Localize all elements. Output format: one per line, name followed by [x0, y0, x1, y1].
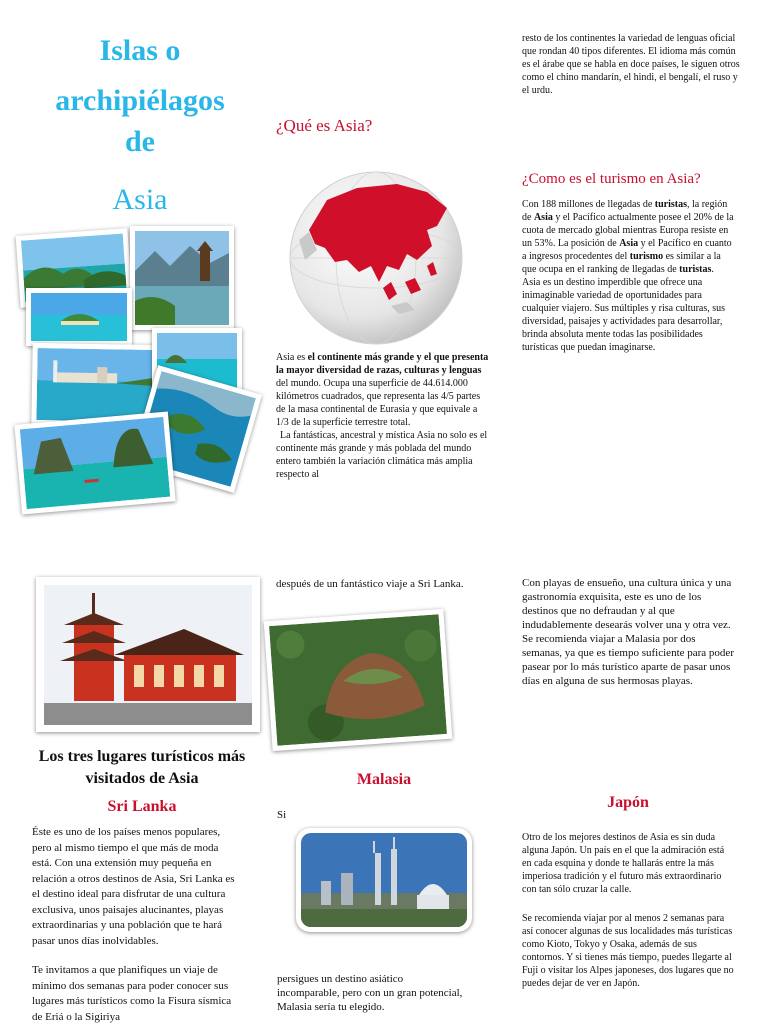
sri-lanka-continuation: después de un fantástico viaje a Sri Lanka.: [276, 578, 464, 590]
sri-lanka-text: Éste es uno de los países menos populares, pero al mismo tiempo el que más de moda está. Con una extensión muy pequeña en relación a otros destinos de Asia, Sri Lanka es el destino ideal para disfrutar de una cultura exclusiva, unos paisajes alucinantes, playas extraordinarias y una población que te hará pasar unos días inolvidables. Te invitamos a que planifiques un viaje de mínimo dos semanas para poder conocer sus lugares más turísticos como la Fisura sísmica de Eriá o la Sigiriya: [32, 826, 235, 1023]
malasia-heading: Malasia: [356, 771, 412, 788]
malasia-text: persigues un destino asiático incomparable, pero con un gran potencial, Malasia sería tu elegido.: [277, 973, 463, 1013]
sri-lanka-heading: Sri Lanka: [107, 798, 177, 815]
japanese-pagoda-photo: [36, 577, 260, 732]
malasia-continuation: Con playas de ensueño, una cultura única y una gastronomía exquisita, este es uno de los destinos que no defraudan y al que indudablemente desearás volver una y otra vez. Se recomienda viajar a Malasia por dos semanas, ya que es tiempo suficiente para poder pasear por lo más turístico aparte de pasar unos días en alguna de sus hermosas playas.: [522, 577, 734, 687]
temple-lake-photo: [130, 226, 234, 330]
malasia-si: Si: [277, 809, 287, 821]
que-es-asia-heading: ¿Qué es Asia?: [276, 116, 373, 135]
kuala-lumpur-photo: [296, 828, 472, 932]
turismo-text: Con 188 millones de llegadas de turistas, la región de Asia y el Pacífico actualmente posee el 20% de la cuota de mercado global mientras Europa resiste en un 53%. La posición de Asia y el Pacífico en cuanto a ingresos procedentes del turismo es similar a la que ocupa en el ranking de llegadas de turistas. Asia es un destino imperdible que ofrece una inimaginable variedad de oportunidades para cualquier viajero. Sus múltiples y risa culturas, sus diversidad, paisajes y actividades para desarrollar, brinda absoluta mente todas las posibilidades turísticas que puedan imaginarse.: [522, 199, 734, 353]
asia-globe-map: [287, 170, 465, 346]
cover-title-line2: archipiélagos: [55, 84, 225, 117]
lugares-heading: Los tres lugares turísticos más visitados de Asia: [38, 748, 246, 787]
que-es-asia-text: Asia es el continente más grande y el que presenta la mayor diversidad de razas, culturas y lenguas del mundo. Ocupa una superficie de 44.614.000 kilómetros cuadrados, que representa las 4/5 partes de la masa continental de Eurasia y que equivale a 1/3 de la superficie terrestre total. La fantásticas, ancestral y mística Asia no solo es el continente más grande y más poblada del mundo entero también la variación climática más amplia respecto al: [276, 352, 489, 480]
turismo-heading: ¿Como es el turismo en Asia?: [522, 171, 701, 187]
japon-heading: Japón: [607, 794, 649, 811]
beach-island-photo: [26, 288, 132, 346]
cover-title-line3: de: [125, 125, 155, 158]
cover-title-line4: Asia: [112, 183, 168, 216]
japon-text: Otro de los mejores destinos de Asia es sin duda alguna Japón. Un país en el que la admiración está en cada esquina y donde te hallarás entre la más imperiosa tradición y el futuro más extraordinario con tan sólo cruzar la calle. Se recomienda viajar por al menos 2 semanas para así conocer algunas de sus localidades más turísticas como Kioto, Tokyo y Osaka, además de sus contornos. Y si tienes más tiempo, puedes llegarte al Fuji o visitar los Alpes japoneses, dos lugares que no puedes dejar de ver en Japón.: [522, 832, 734, 989]
cover-title-line1: Islas o: [99, 34, 181, 67]
languages-continuation: resto de los continentes la variedad de lenguas oficial que rondan 40 tipos diferentes. El idioma más común es el árabe que se habla en doce países, le siguen otros como el chino mandarín, el hindi, el bengalí, el ruso y el urdu.: [522, 33, 740, 96]
sigiriya-rock-photo: [264, 609, 453, 751]
karst-lagoon-photo: [14, 411, 175, 514]
